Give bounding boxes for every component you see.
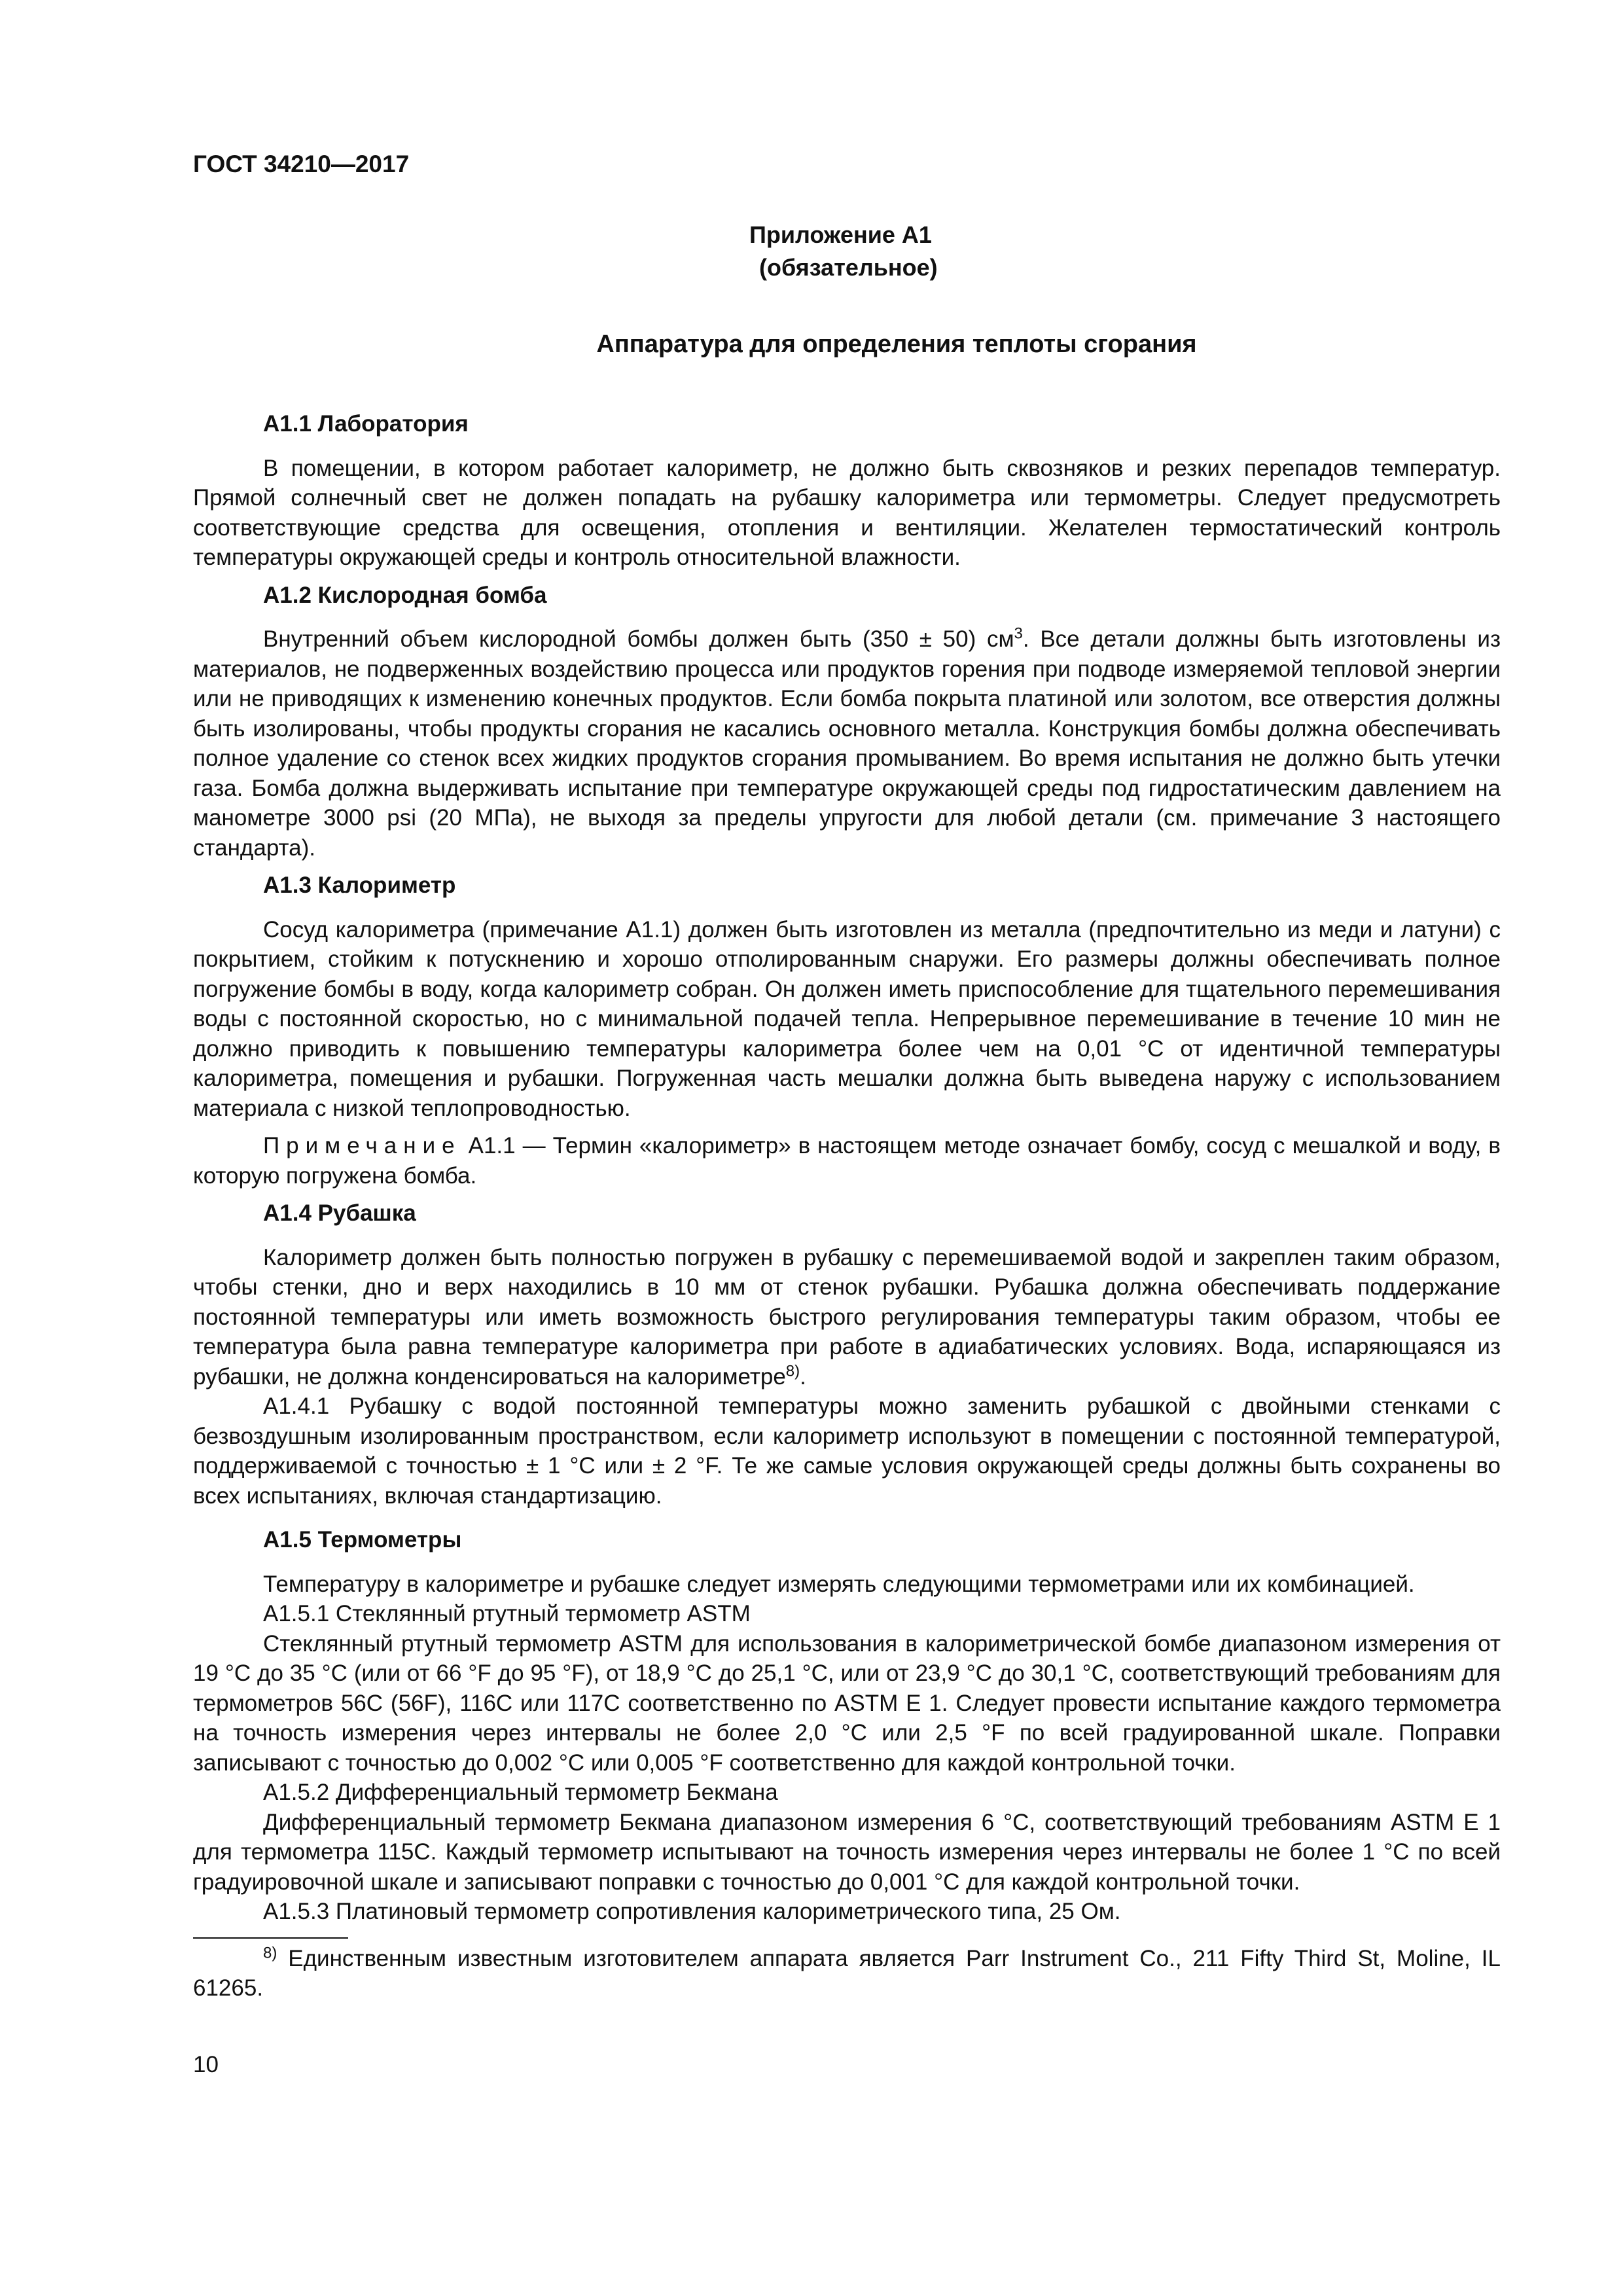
note-a11	[193, 1131, 1501, 1191]
paragraph-a153: А1.5.3 Платиновый термометр сопротивления калориметрического типа, 25 Ом.	[263, 1899, 1121, 1924]
section-heading-a11: А1.1 Лаборатория	[263, 411, 469, 437]
appendix-title: Аппаратура для определения теплоты сгорания	[596, 331, 1197, 358]
paragraph-a152-title: А1.5.2 Дифференциальный термометр Бекмана	[263, 1780, 778, 1805]
footnote-reference[interactable]: 8)	[785, 1361, 800, 1380]
standard-code-header: ГОСТ 34210—2017	[193, 151, 410, 177]
footnote-marker: 8)	[263, 1943, 277, 1962]
paragraph-a151-body: Стеклянный ртутный термометр ASTM для использования в калориметрической бомбе диапазоном измерения от 19 °С до 35 °С (или от 66 °F до 95 °F), от 18,9 °С до 25,1 °С, или от 23,9 °С до 30,1 °С, соответствующий требованиям для термометров 56С (56F), 116С или 117С соответственно по ASTM Е 1. Следует провести испытание каждого термометра на точность измерения через интервалы не более 2,0 °С или 2,5 °F по всей градуированной шкале. Поправки записывают с точностью до 0,002 °С или 0,005 °F соответственно для каждой контрольной точки.	[193, 1630, 1501, 1776]
paragraph-a15-intro: Температуру в калориметре и рубашке следует измерять следующими термометрами или их комбинацией.	[263, 1571, 1415, 1597]
paragraph-a12	[193, 624, 1501, 863]
footnote-body: Единственным известным изготовителем аппарата является Parr Instrument Co., 211 Fifty Third St, Moline, IL 61265.	[193, 1945, 1501, 2001]
paragraph-a14	[193, 1243, 1501, 1392]
section-heading-a14: А1.4 Рубашка	[263, 1200, 416, 1226]
footnote	[193, 1944, 1501, 2003]
page-number: 10	[193, 2052, 219, 2077]
paragraph-a14-text-2: .	[800, 1363, 806, 1390]
paragraph-a152-body: Дифференциальный термометр Бекмана диапазоном измерения 6 °С, соответствующий требованиям ASTM Е 1 для термометра 115С. Каждый термометр испытывают на точность измерения через интервалы не более 1 °С по всей градуировочной шкале и записывают поправки с точностью до 0,001 °С для каждой контрольной точки.	[193, 1809, 1501, 1895]
section-heading-a13: А1.3 Калориметр	[263, 872, 456, 898]
paragraph-a12-text-2: . Все детали должны быть изготовлены из материалов, не подверженных воздействию процесса или продуктов горения при подводе измеряемой тепловой энергии или не приводящих к изменению конечных продуктов. Если бомба покрыта платиной или золотом, все отверстия должны быть изолированы, чтобы продукты сгорания не касались основного металла. Конструкция бомбы должна обеспечивать полное удаление со стенок всех жидких продуктов сгорания промыванием. Во время испытания не должно быть утечки газа. Бомба должна выдерживать испытание при температуре окружающей среды под гидростатическим давлением на манометре 3000 psi (20 МПа), не выходя за пределы упругости для любой детали (см. примечание 3 настоящего стандарта).	[193, 626, 1501, 861]
paragraph-a14-text-1: Калориметр должен быть полностью погружен в рубашку с перемешиваемой водой и закреплен таким образом, чтобы стенки, дно и верх находились в 10 мм от стенок рубашки. Рубашка должна обеспечивать поддержание постоянной температуры или иметь возможность быстрого регулирования температуры таким образом, чтобы ее температура была равна температуре калориметра при работе в адиабатических условиях. Вода, испаряющаяся из рубашки, не должна конденсироваться на калориметре	[193, 1244, 1501, 1390]
footnote-divider	[193, 1937, 348, 1939]
superscript-cube: 3	[1014, 624, 1023, 643]
section-heading-a15: А1.5 Термометры	[263, 1527, 462, 1552]
paragraph-a12-text-1: Внутренний объем кислородной бомбы должен быть (350 ± 50) см	[263, 626, 1014, 652]
note-label: Примечание	[263, 1133, 461, 1158]
note-text: А1.1 — Термин «калориметр» в настоящем методе означает бомбу, сосуд с мешалкой и воду, в которую погружена бомба.	[193, 1133, 1501, 1189]
paragraph-a141: А1.4.1 Рубашку с водой постоянной температуры можно заменить рубашкой с двойными стенками с безвоздушным изолированным пространством, если калориметр используют в помещении с постоянной температурой, поддерживаемой с точностью ± 1 °С или ± 2 °F. Те же самые условия окружающей среды должны быть сохранены во всех испытаниях, включая стандартизацию.	[193, 1393, 1501, 1509]
appendix-label: Приложение А1	[749, 221, 932, 248]
paragraph-a11: В помещении, в котором работает калориметр, не должно быть сквозняков и резких перепадов температур. Прямой солнечный свет не должен попадать на рубашку калориметра или термометры. Следует предусмотреть соответствующие средства для освещения, отопления и вентиляции. Желателен термостатический контроль температуры окружающей среды и контроль относительной влажности.	[193, 455, 1501, 570]
footnote-text	[193, 1944, 1501, 2003]
document-body	[193, 409, 1501, 2003]
section-heading-a12: А1.2 Кислородная бомба	[263, 582, 547, 608]
paragraph-a13: Сосуд калориметра (примечание А1.1) должен быть изготовлен из металла (предпочтительно из меди и латуни) с покрытием, стойким к потускнению и хорошо отполированным снаружи. Его размеры должны обеспечивать полное погружение бомбы в воду, когда калориметр собран. Он должен иметь приспособление для тщательного перемешивания воды с постоянной скоростью, но с минимальной подачей тепла. Непрерывное перемешивание в течение 10 мин не должно приводить к повышению температуры калориметра более чем на 0,01 °С от идентичной температуры калориметра, помещения и рубашки. Погруженная часть мешалки должна быть выведена наружу с использованием материала с низкой теплопроводностью.	[193, 916, 1501, 1121]
appendix-status: (обязательное)	[759, 254, 938, 281]
paragraph-a151-title: А1.5.1 Стеклянный ртутный термометр ASTM	[263, 1601, 751, 1626]
